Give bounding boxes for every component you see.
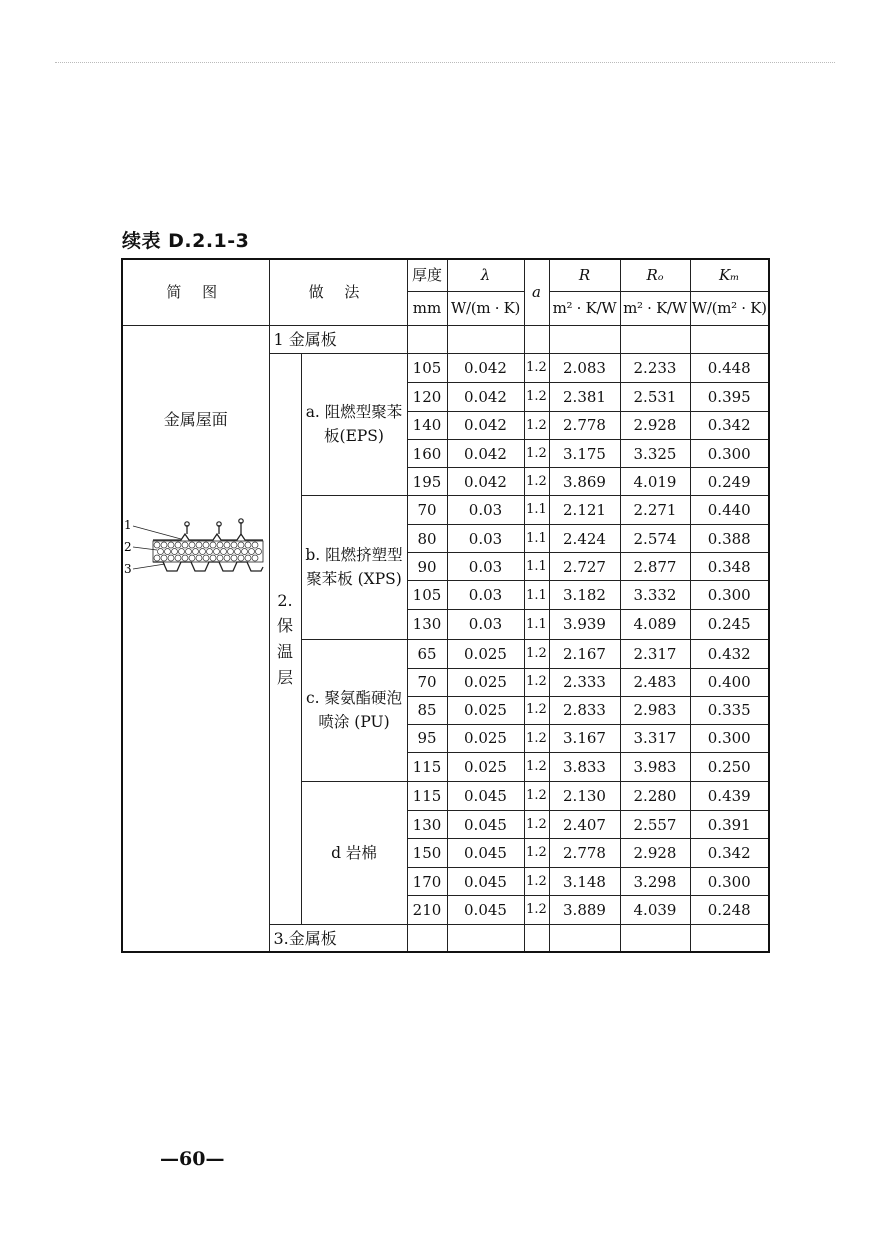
metal-roof-sketch (123, 517, 269, 587)
cell-K: 0.248 (690, 896, 769, 925)
cell-lambda: 0.03 (447, 610, 524, 639)
cell-R: 2.083 (549, 353, 620, 382)
cell-R: 3.167 (549, 724, 620, 752)
cell-R: 2.778 (549, 839, 620, 868)
cell-K: 0.440 (690, 496, 769, 525)
cell-R: 3.869 (549, 468, 620, 496)
cell-Ro: 3.317 (620, 724, 690, 752)
cell-K: 0.348 (690, 553, 769, 581)
cell-Ro: 3.325 (620, 439, 690, 467)
unit-lambda: W/(m · K) (447, 291, 524, 325)
cell-R: 2.727 (549, 553, 620, 581)
unit-Km: W/(m² · K) (690, 291, 769, 325)
layer-1-label: 1 金属板 (269, 325, 407, 353)
cell-lambda: 0.042 (447, 382, 524, 411)
cell-alpha: 1.2 (524, 896, 549, 925)
cell-K: 0.300 (690, 868, 769, 896)
cell-alpha: 1.2 (524, 639, 549, 668)
layer-3-label: 3.金属板 (269, 925, 407, 952)
cell-lambda: 0.045 (447, 839, 524, 868)
cell-R: 3.889 (549, 896, 620, 925)
thermal-table (121, 258, 770, 953)
cell-Ro: 2.531 (620, 382, 690, 411)
cell-K: 0.342 (690, 839, 769, 868)
cell-lambda: 0.042 (447, 468, 524, 496)
cell-alpha: 1.2 (524, 839, 549, 868)
cell-thickness: 115 (407, 752, 447, 781)
cell-R: 2.424 (549, 525, 620, 553)
cell-thickness: 150 (407, 839, 447, 868)
cell-thickness: 160 (407, 439, 447, 467)
cell-lambda: 0.025 (447, 752, 524, 781)
cell-thickness: 140 (407, 411, 447, 439)
sketch-label-3: 3 (124, 561, 132, 576)
cell-Ro: 2.271 (620, 496, 690, 525)
cell-thickness: 210 (407, 896, 447, 925)
cell-lambda: 0.025 (447, 696, 524, 724)
cell-lambda: 0.03 (447, 553, 524, 581)
cell-Ro: 4.039 (620, 896, 690, 925)
cell-thickness: 120 (407, 382, 447, 411)
cell-thickness: 130 (407, 610, 447, 639)
cell-alpha: 1.2 (524, 868, 549, 896)
cell-thickness: 170 (407, 868, 447, 896)
cell-alpha: 1.2 (524, 411, 549, 439)
cell-Ro: 2.983 (620, 696, 690, 724)
cell-K: 0.245 (690, 610, 769, 639)
cell-R: 2.167 (549, 639, 620, 668)
cell-alpha: 1.1 (524, 525, 549, 553)
cell-alpha: 1.2 (524, 724, 549, 752)
cell-Ro: 2.877 (620, 553, 690, 581)
cell-Ro: 2.557 (620, 811, 690, 839)
cell-Ro: 2.574 (620, 525, 690, 553)
page-number: —60— (160, 1148, 225, 1170)
cell-K: 0.448 (690, 353, 769, 382)
header-R: R (549, 259, 620, 291)
cell-alpha: 1.1 (524, 496, 549, 525)
sketch-title: 金属屋面 (163, 409, 228, 429)
cell-thickness: 85 (407, 696, 447, 724)
cell-lambda: 0.025 (447, 639, 524, 668)
cell-K: 0.249 (690, 468, 769, 496)
cell-thickness: 115 (407, 781, 447, 810)
cell-lambda: 0.042 (447, 439, 524, 467)
cell-Ro: 4.019 (620, 468, 690, 496)
cell-K: 0.395 (690, 382, 769, 411)
cell-K: 0.335 (690, 696, 769, 724)
cell-Ro: 3.332 (620, 581, 690, 610)
cell-lambda: 0.042 (447, 353, 524, 382)
unit-Ro: m² · K/W (620, 291, 690, 325)
unit-R: m² · K/W (549, 291, 620, 325)
sketch-label-1: 1 (124, 517, 132, 532)
cell-thickness: 80 (407, 525, 447, 553)
cell-Ro: 3.983 (620, 752, 690, 781)
cell-alpha: 1.2 (524, 382, 549, 411)
cell-R: 2.121 (549, 496, 620, 525)
cell-K: 0.388 (690, 525, 769, 553)
cell-K: 0.400 (690, 668, 769, 696)
cell-Ro: 2.928 (620, 839, 690, 868)
cell-Ro: 2.280 (620, 781, 690, 810)
header-lambda: λ (447, 259, 524, 291)
cell-thickness: 65 (407, 639, 447, 668)
cell-R: 3.148 (549, 868, 620, 896)
cell-thickness: 195 (407, 468, 447, 496)
method-group-label: b. 阻燃挤塑型聚苯板 (XPS) (301, 496, 407, 639)
cell-K: 0.300 (690, 439, 769, 467)
cell-thickness: 105 (407, 353, 447, 382)
cell-thickness: 70 (407, 668, 447, 696)
cell-lambda: 0.03 (447, 496, 524, 525)
cell-thickness: 90 (407, 553, 447, 581)
table-caption: 续表 D.2.1-3 (122, 230, 250, 252)
cell-R: 2.130 (549, 781, 620, 810)
cell-alpha: 1.2 (524, 353, 549, 382)
cell-alpha: 1.1 (524, 610, 549, 639)
cell-lambda: 0.045 (447, 811, 524, 839)
cell-alpha: 1.2 (524, 811, 549, 839)
cell-lambda: 0.045 (447, 896, 524, 925)
cell-R: 2.381 (549, 382, 620, 411)
cell-thickness: 95 (407, 724, 447, 752)
cell-thickness: 70 (407, 496, 447, 525)
cell-lambda: 0.045 (447, 868, 524, 896)
cell-lambda: 0.03 (447, 525, 524, 553)
cell-alpha: 1.2 (524, 668, 549, 696)
cell-thickness: 105 (407, 581, 447, 610)
cell-R: 2.407 (549, 811, 620, 839)
cell-K: 0.300 (690, 724, 769, 752)
scan-artifact (55, 62, 835, 67)
unit-thickness: mm (407, 291, 447, 325)
cell-alpha: 1.2 (524, 696, 549, 724)
cell-K: 0.432 (690, 639, 769, 668)
cell-R: 3.833 (549, 752, 620, 781)
cell-R: 2.833 (549, 696, 620, 724)
cell-alpha: 1.2 (524, 439, 549, 467)
header-alpha: a (524, 259, 549, 325)
cell-K: 0.342 (690, 411, 769, 439)
cell-K: 0.439 (690, 781, 769, 810)
cell-lambda: 0.042 (447, 411, 524, 439)
sketch-cell (122, 325, 269, 952)
cell-alpha: 1.1 (524, 553, 549, 581)
cell-Ro: 2.483 (620, 668, 690, 696)
cell-R: 3.175 (549, 439, 620, 467)
cell-thickness: 130 (407, 811, 447, 839)
method-group-label: c. 聚氨酯硬泡喷涂 (PU) (301, 639, 407, 781)
header-Ro: Rₒ (620, 259, 690, 291)
layer-2-label: 2. 保 温 层 (269, 353, 301, 925)
sketch-label-2: 2 (124, 539, 132, 554)
cell-lambda: 0.025 (447, 724, 524, 752)
cell-alpha: 1.2 (524, 468, 549, 496)
cell-Ro: 2.233 (620, 353, 690, 382)
cell-R: 3.939 (549, 610, 620, 639)
header-Km: Kₘ (690, 259, 769, 291)
cell-Ro: 2.317 (620, 639, 690, 668)
cell-Ro: 2.928 (620, 411, 690, 439)
cell-Ro: 4.089 (620, 610, 690, 639)
header-method: 做 法 (269, 259, 407, 325)
header-thickness: 厚度 (407, 259, 447, 291)
cell-lambda: 0.025 (447, 668, 524, 696)
cell-K: 0.391 (690, 811, 769, 839)
cell-R: 2.333 (549, 668, 620, 696)
cell-R: 3.182 (549, 581, 620, 610)
cell-R: 2.778 (549, 411, 620, 439)
cell-lambda: 0.03 (447, 581, 524, 610)
cell-alpha: 1.1 (524, 581, 549, 610)
cell-K: 0.300 (690, 581, 769, 610)
method-group-label: d 岩棉 (301, 781, 407, 924)
cell-K: 0.250 (690, 752, 769, 781)
method-group-label: a. 阻燃型聚苯板(EPS) (301, 353, 407, 495)
cell-Ro: 3.298 (620, 868, 690, 896)
header-sketch: 简 图 (122, 259, 269, 325)
cell-alpha: 1.2 (524, 781, 549, 810)
cell-lambda: 0.045 (447, 781, 524, 810)
cell-alpha: 1.2 (524, 752, 549, 781)
